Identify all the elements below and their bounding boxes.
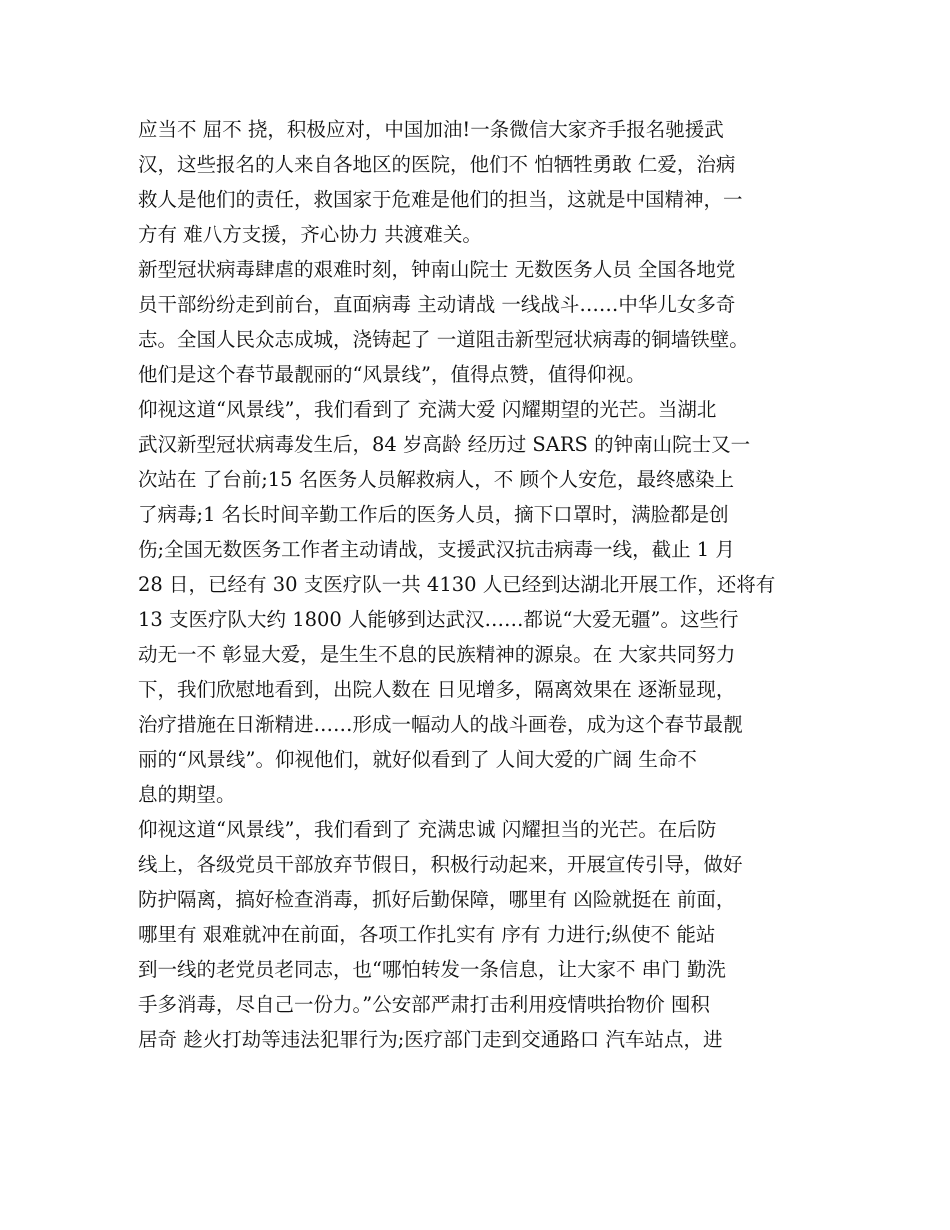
text-line: 汉，这些报名的人来自各地区的医院，他们不 怕牺牲勇敢 仁爱，治病 (138, 153, 736, 176)
text-line: 新型冠状病毒肆虐的艰难时刻，钟南山院士 无数医务人员 全国各地党 (138, 258, 736, 281)
text-line: 应当不 屈不 挠，积极应对，中国加油!一条微信大家齐手报名驰援武 (138, 118, 724, 141)
text-line: 下，我们欣慰地看到，出院人数在 日见增多，隔离效果在 逐渐显现， (138, 678, 736, 701)
text-line: 丽的“风景线”。仰视他们，就好似看到了 人间大爱的广阔 生命不 (138, 748, 697, 771)
text-line: 救人是他们的责任，救国家于危难是他们的担当，这就是中国精神，一 (138, 188, 743, 211)
text-line: 手多消毒，尽自己一份力。”公安部严肃打击利用疫情哄抬物价 囤积 (138, 993, 710, 1016)
text-line: 志。全国人民众志成城，浇铸起了 一道阻击新型冠状病毒的铜墙铁壁。 (138, 328, 749, 351)
text-line: 防护隔离，搞好检查消毒，抓好后勤保障，哪里有 凶险就挺在 前面， (138, 888, 736, 911)
text-line: 次站在 了台前;15 名医务人员解救病人，不 顾个人安危，最终感染上 (138, 468, 734, 491)
text-line: 居奇 趁火打劫等违法犯罪行为;医疗部门走到交通路口 汽车站点，进 (138, 1028, 723, 1051)
text-line: 了病毒;1 名长时间辛勤工作后的医务人员，摘下口罩时，满脸都是创 (138, 503, 729, 526)
document-body (138, 112, 828, 1057)
text-line: 动无一不 彰显大爱，是生生不息的民族精神的源泉。在 大家共同努力 (138, 643, 736, 666)
text-line: 他们是这个春节最靓丽的“风景线”，值得点赞，值得仰视。 (138, 363, 646, 386)
text-line: 线上，各级党员干部放弃节假日，积极行动起来，开展宣传引导，做好 (138, 853, 743, 876)
text-line: 治疗措施在日渐精进……形成一幅动人的战斗画卷，成为这个春节最靓 (138, 713, 743, 736)
text-line: 员干部纷纷走到前台，直面病毒 主动请战 一线战斗……中华儿女多奇 (138, 293, 736, 316)
text-line: 仰视这道“风景线”，我们看到了 充满忠诚 闪耀担当的光芒。在后防 (138, 818, 717, 841)
text-line: 仰视这道“风景线”，我们看到了 充满大爱 闪耀期望的光芒。当湖北 (138, 398, 717, 421)
text-line: 息的期望。 (138, 783, 236, 806)
text-line: 伤;全国无数医务工作者主动请战，支援武汉抗击病毒一线，截止 1 月 (138, 538, 735, 561)
text-line: 28 日，已经有 30 支医疗队一共 4130 人已经到达湖北开展工作，还将有 (138, 573, 776, 596)
text-line: 方有 难八方支援，齐心协力 共渡难关。 (138, 223, 482, 246)
text-line: 13 支医疗队大约 1800 人能够到达武汉……都说“大爱无疆”。这些行 (138, 608, 739, 631)
text-line: 武汉新型冠状病毒发生后，84 岁高龄 经历过 SARS 的钟南山院士又一 (138, 433, 751, 456)
text-line: 哪里有 艰难就冲在前面，各项工作扎实有 序有 力进行;纵使不 能站 (138, 923, 716, 946)
text-line: 到一线的老党员老同志，也“哪怕转发一条信息，让大家不 串门 勤洗 (138, 958, 726, 981)
